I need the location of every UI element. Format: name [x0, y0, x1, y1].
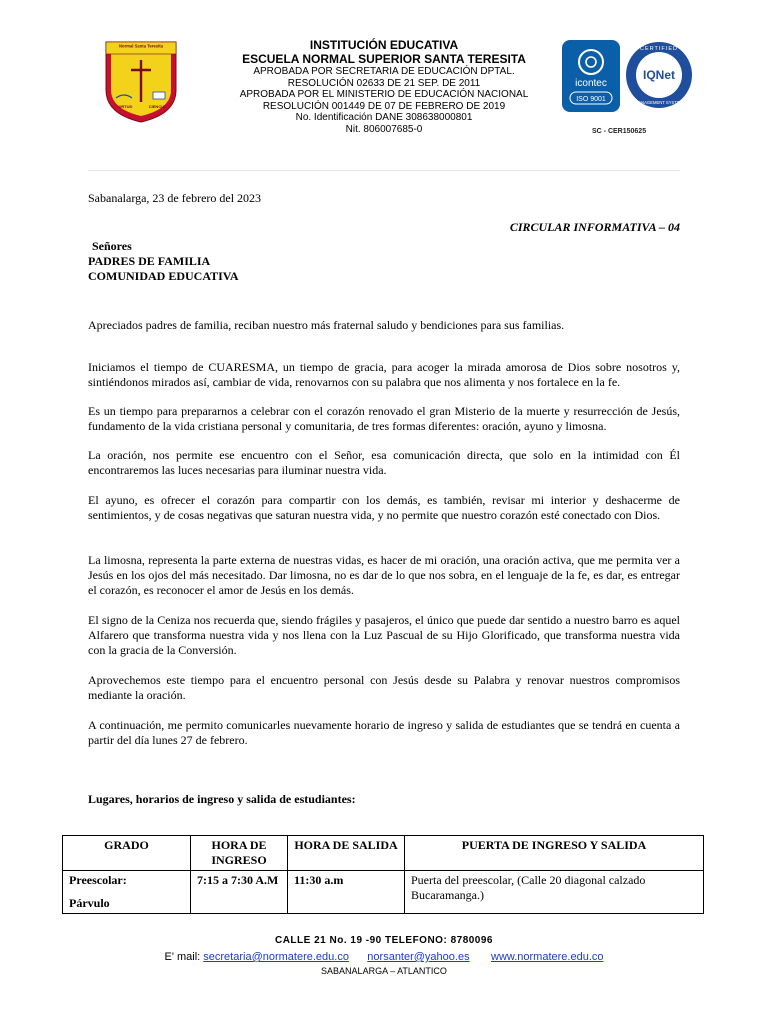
iso-label: ISO 9001 — [576, 96, 606, 103]
approval-dept: APROBADA POR SECRETARIA DE EDUCACIÓN DPTAL. — [253, 66, 515, 77]
shield-left-word: VIRTUD — [117, 104, 133, 109]
footer-contacts — [0, 951, 768, 963]
nit: Nit. 806007685-0 — [345, 123, 423, 135]
paragraph: El ayuno, es ofrecer el corazón para compartir con los demás, es también, revisar mi interior y deshacerme de sentimientos, y de cosas negativas que saturan nuestra vida, y no permite que nuestro corazón esté conectado con Dios. — [88, 493, 680, 522]
icontec-logo — [562, 40, 620, 112]
paragraph: Iniciamos el tiempo de CUARESMA, un tiempo de gracia, para acoger la mirada amorosa de Dios sobre nosotros y, sintiéndonos mirados así, cambiar de vida, renovarnos con su palabra que nos alimenta y nos fortalece en la fe. — [88, 360, 680, 389]
header-cell: GRADO — [63, 836, 191, 871]
table-row — [63, 871, 704, 914]
header-cell: HORA DE INGRESO — [191, 836, 288, 871]
paragraph: El signo de la Ceniza nos recuerda que, siendo frágiles y pasajeros, el único que puede dar sentido a nuestro barro es aquel Alfarero que transforma nuestra vida y nos llena con la Luz Pascual de su Hijo Glorificado, que transforma nuestra vida con la gracia de la Conversión. — [88, 613, 680, 657]
cert-code: SC - CER150625 — [592, 128, 647, 135]
recipient-parents: PADRES DE FAMILIA — [88, 254, 211, 268]
footer-address: CALLE 21 No. 19 -90 TELEFONO: 8780096 — [274, 935, 493, 946]
schedule-table — [62, 835, 704, 914]
resolution-1: RESOLUCIÓN 02633 DE 21 SEP. DE 2011 — [287, 77, 481, 89]
iqnet-logo — [626, 42, 692, 108]
certification-logos — [560, 38, 692, 114]
ingreso-cell: 7:15 a 7:30 A.M — [191, 871, 288, 914]
email-link-norsanter[interactable]: norsanter@yahoo.es — [367, 951, 470, 963]
paragraph: La oración, nos permite ese encuentro con el Señor, esa comunicación directa, que solo en la intimidad con Él encontraremos las luces necesarias para iluminar nuestra vida. — [88, 448, 680, 477]
table-title: Lugares, horarios de ingreso y salida de estudiantes: — [88, 792, 356, 806]
dane-id: No. Identificación DANE 308638000801 — [295, 112, 473, 124]
iqnet-ring-bottom: MANAGEMENT SYSTEM — [634, 100, 684, 105]
header-cell: HORA DE SALIDA — [288, 836, 405, 871]
header-divider — [88, 170, 680, 171]
paragraph: A continuación, me permito comunicarles nuevamente horario de ingreso y salida de estudiantes que se tendrá en cuenta a partir del día lunes 27 de febrero. — [88, 718, 680, 747]
iqnet-ring-top: CERTIFIED — [640, 46, 678, 52]
paragraph: La limosna, representa la parte externa de nuestras vidas, es hacer de mi oración, una oración activa, que me permita ver a Jesús en los ojos del más necesitado. Dar limosna, no es dar de lo que nos sobra, en el lenguaje de la fe, es dar, es entregar el corazón, es reconocer el amor de Jesús en los demás. — [88, 553, 680, 597]
grado-level: Preescolar: — [69, 873, 127, 887]
paragraph: Aprovechemos este tiempo para el encuentro personal con Jesús desde su Palabra y renovar nuestros compromisos mediante la oración. — [88, 673, 680, 702]
email-label: E' mail: — [164, 951, 201, 963]
institution-label: INSTITUCIÓN EDUCATIVA — [309, 38, 459, 52]
school-name: ESCUELA NORMAL SUPERIOR SANTA TERESITA — [242, 52, 526, 66]
circular-number: CIRCULAR INFORMATIVA – 04 — [509, 220, 680, 234]
salida-cell: 11:30 a.m — [288, 871, 405, 914]
footer-city: SABANALARGA – ATLANTICO — [321, 966, 447, 976]
salutation: Señores — [92, 239, 132, 253]
header-cell: PUERTA DE INGRESO Y SALIDA — [405, 836, 704, 871]
shield-right-word: CIENCIA — [148, 104, 166, 109]
email-link-secretaria[interactable]: secretaria@normatere.edu.co — [203, 951, 349, 963]
shield-title: Normal Santa Teresita — [119, 43, 163, 49]
puerta-cell: Puerta del preescolar, (Calle 20 diagonal calzado Bucaramanga.) — [405, 871, 704, 914]
letter-date: Sabanalarga, 23 de febrero del 2023 — [88, 191, 262, 205]
grado-sublevel: Párvulo — [69, 896, 110, 910]
resolution-2: RESOLUCIÓN 001449 DE 07 DE FEBRERO DE 2019 — [262, 100, 506, 112]
approval-ministry: APROBADA POR EL MINISTERIO DE EDUCACIÓN NACIONAL — [239, 89, 529, 101]
paragraph: Apreciados padres de familia, reciban nuestro más fraternal saludo y bendiciones para sus familias. — [88, 318, 565, 332]
website-link[interactable]: www.normatere.edu.co — [491, 951, 604, 963]
icontec-label: icontec — [575, 78, 607, 89]
iqnet-label: IQNet — [642, 68, 676, 82]
grado-cell — [63, 871, 191, 914]
paragraph: Es un tiempo para prepararnos a celebrar con el corazón renovado el gran Misterio de la muerte y resurrección de Jesús, fundamento de la vida cristiana personal y comunitaria, de tres formas diferentes: oración, ayuno y limosna. — [88, 404, 680, 433]
recipient-community: COMUNIDAD EDUCATIVA — [88, 269, 239, 283]
table-header-row — [63, 836, 704, 871]
